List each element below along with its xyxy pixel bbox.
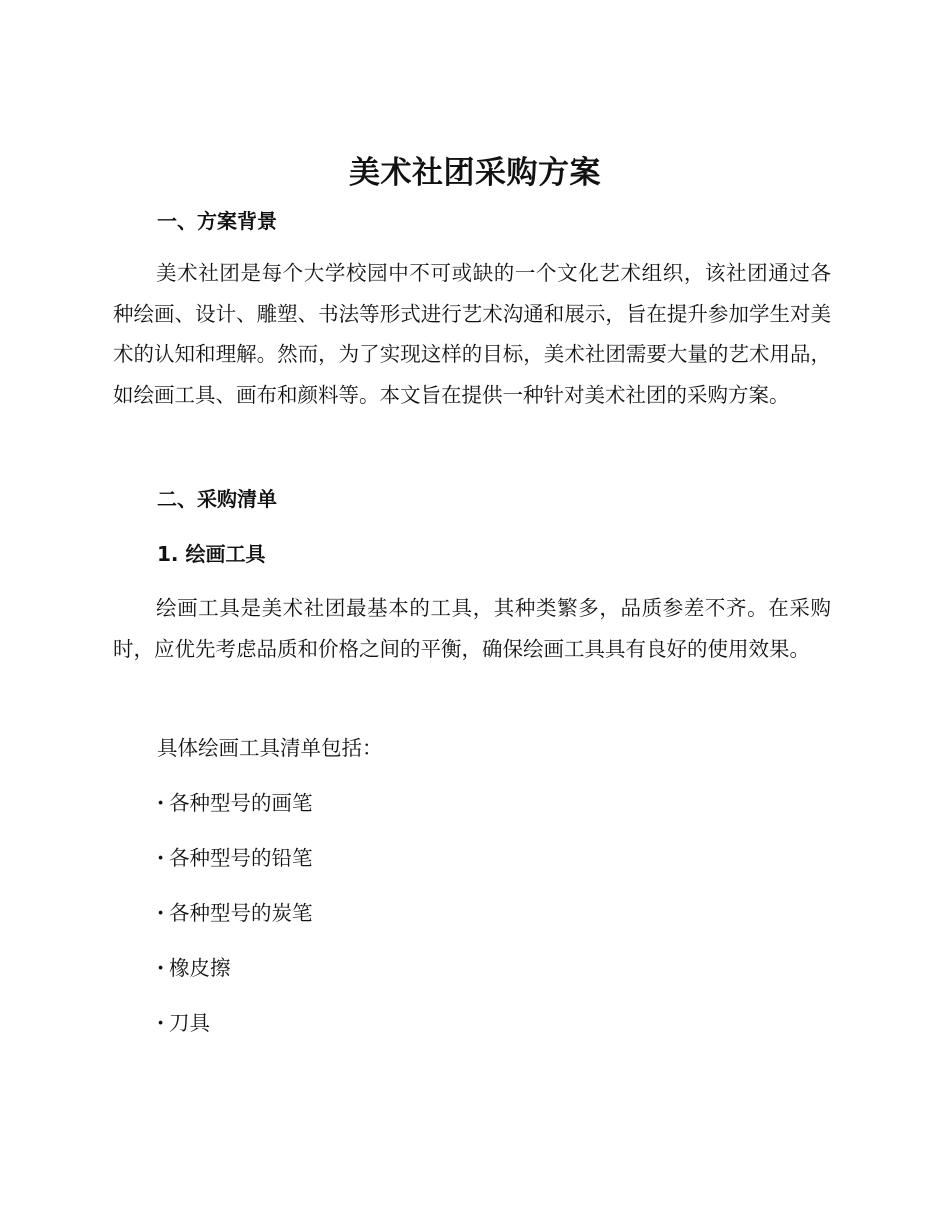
bullet-icon: ·: [157, 846, 165, 870]
list-item: [157, 788, 313, 818]
bullet-icon: ·: [157, 901, 165, 925]
bullet-icon: ·: [157, 1011, 165, 1035]
list-item-text: 各种型号的铅笔: [169, 846, 313, 870]
background-paragraph: 美术社团是每个大学校园中不可或缺的一个文化艺术组织，该社团通过各种绘画、设计、雕塑、书法等形式进行艺术沟通和展示，旨在提升参加学生对美术的认知和理解。然而，为了实现这样的目标，美术社团需要大量的艺术用品，如绘画工具、画布和颜料等。本文旨在提供一种针对美术社团的采购方案。: [113, 261, 831, 407]
list-item: [157, 1008, 210, 1038]
list-item-text: 各种型号的画笔: [169, 791, 313, 815]
list-intro: 具体绘画工具清单包括：: [157, 736, 383, 760]
list-item-text: 橡皮擦: [169, 956, 231, 980]
section-heading-background: 一、方案背景: [157, 209, 277, 233]
drawing-tools-paragraph: 绘画工具是美术社团最基本的工具，其种类繁多，品质参差不齐。在采购时，应优先考虑品质和价格之间的平衡，确保绘画工具具有良好的使用效果。: [113, 596, 831, 661]
subsection-heading-drawing-tools: 1. 绘画工具: [157, 542, 266, 566]
bullet-icon: ·: [157, 956, 165, 980]
list-item: [157, 953, 231, 983]
section-heading-purchase-list: 二、采购清单: [157, 487, 277, 511]
list-item-text: 各种型号的炭笔: [169, 901, 313, 925]
list-item-text: 刀具: [169, 1011, 210, 1035]
list-item: [157, 898, 313, 928]
document-title: 美术社团采购方案: [349, 155, 601, 191]
bullet-icon: ·: [157, 791, 165, 815]
list-item: [157, 843, 313, 873]
